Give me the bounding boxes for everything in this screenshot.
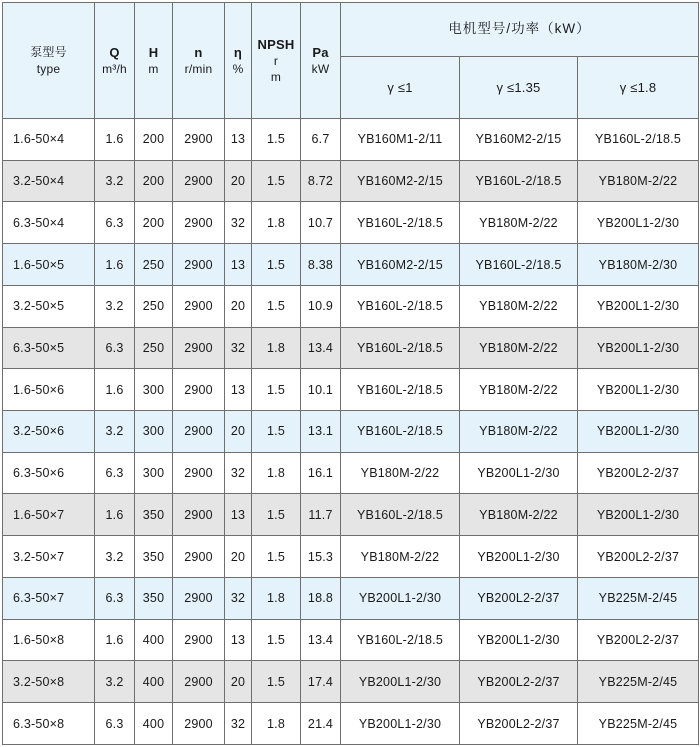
cell-motor-3: YB200L2-2/37 xyxy=(578,619,699,661)
cell-power: 13.1 xyxy=(301,411,341,453)
cell-speed: 2900 xyxy=(173,285,225,327)
cell-model: 3.2-50×4 xyxy=(3,160,95,202)
cell-speed: 2900 xyxy=(173,244,225,286)
header-speed-unit: r/min xyxy=(184,62,213,77)
cell-npsh: 1.5 xyxy=(252,160,301,202)
cell-model: 3.2-50×7 xyxy=(3,536,95,578)
cell-flow: 3.2 xyxy=(95,661,135,703)
cell-speed: 2900 xyxy=(173,536,225,578)
cell-efficiency: 32 xyxy=(225,577,252,619)
cell-flow: 6.3 xyxy=(95,577,135,619)
cell-head: 250 xyxy=(135,285,173,327)
table-row xyxy=(3,577,699,619)
header-speed xyxy=(173,3,225,119)
cell-power: 17.4 xyxy=(301,661,341,703)
header-motor-group: 电机型号/功率（kW） xyxy=(341,3,699,57)
cell-power: 10.9 xyxy=(301,285,341,327)
cell-motor-3: YB225M-2/45 xyxy=(578,703,699,745)
table-row xyxy=(3,494,699,536)
cell-motor-1: YB160L-2/18.5 xyxy=(341,494,460,536)
cell-model: 6.3-50×6 xyxy=(3,452,95,494)
table-row xyxy=(3,285,699,327)
cell-motor-2: YB180M-2/22 xyxy=(460,327,578,369)
cell-speed: 2900 xyxy=(173,452,225,494)
cell-power: 21.4 xyxy=(301,703,341,745)
cell-speed: 2900 xyxy=(173,327,225,369)
cell-motor-3: YB200L2-2/37 xyxy=(578,452,699,494)
cell-head: 350 xyxy=(135,577,173,619)
cell-flow: 6.3 xyxy=(95,327,135,369)
header-npsh-symbol: NPSH xyxy=(257,36,295,52)
cell-motor-2: YB160L-2/18.5 xyxy=(460,160,578,202)
table-row xyxy=(3,244,699,286)
header-motor-sub-3: γ ≤1.8 xyxy=(578,57,699,119)
cell-speed: 2900 xyxy=(173,411,225,453)
table-row xyxy=(3,327,699,369)
cell-head: 300 xyxy=(135,452,173,494)
header-npsh xyxy=(252,3,301,119)
cell-head: 300 xyxy=(135,411,173,453)
cell-npsh: 1.8 xyxy=(252,577,301,619)
cell-efficiency: 32 xyxy=(225,327,252,369)
cell-efficiency: 20 xyxy=(225,661,252,703)
cell-model: 1.6-50×4 xyxy=(3,119,95,161)
cell-motor-1: YB180M-2/22 xyxy=(341,536,460,578)
cell-model: 1.6-50×8 xyxy=(3,619,95,661)
cell-flow: 1.6 xyxy=(95,369,135,411)
cell-motor-1: YB160M2-2/15 xyxy=(341,160,460,202)
cell-motor-1: YB180M-2/22 xyxy=(341,452,460,494)
header-efficiency-symbol: η xyxy=(233,44,243,60)
cell-motor-2: YB180M-2/22 xyxy=(460,494,578,536)
cell-model: 6.3-50×8 xyxy=(3,703,95,745)
cell-motor-3: YB225M-2/45 xyxy=(578,577,699,619)
cell-npsh: 1.8 xyxy=(252,452,301,494)
header-npsh-sub: r xyxy=(273,54,279,69)
cell-efficiency: 32 xyxy=(225,452,252,494)
cell-motor-1: YB160M1-2/11 xyxy=(341,119,460,161)
cell-head: 400 xyxy=(135,619,173,661)
cell-flow: 3.2 xyxy=(95,285,135,327)
cell-flow: 3.2 xyxy=(95,411,135,453)
cell-motor-2: YB160L-2/18.5 xyxy=(460,244,578,286)
cell-speed: 2900 xyxy=(173,160,225,202)
header-model-en: type xyxy=(36,61,61,76)
cell-npsh: 1.5 xyxy=(252,244,301,286)
cell-power: 15.3 xyxy=(301,536,341,578)
cell-model: 6.3-50×5 xyxy=(3,327,95,369)
table-row xyxy=(3,536,699,578)
cell-flow: 1.6 xyxy=(95,244,135,286)
cell-flow: 1.6 xyxy=(95,619,135,661)
cell-motor-2: YB200L2-2/37 xyxy=(460,577,578,619)
pump-spec-table xyxy=(2,2,699,745)
cell-motor-2: YB200L1-2/30 xyxy=(460,536,578,578)
cell-motor-3: YB200L1-2/30 xyxy=(578,369,699,411)
cell-efficiency: 13 xyxy=(225,244,252,286)
cell-flow: 1.6 xyxy=(95,119,135,161)
cell-npsh: 1.5 xyxy=(252,536,301,578)
cell-speed: 2900 xyxy=(173,661,225,703)
cell-motor-2: YB200L1-2/30 xyxy=(460,619,578,661)
cell-motor-3: YB180M-2/30 xyxy=(578,244,699,286)
cell-speed: 2900 xyxy=(173,703,225,745)
cell-efficiency: 20 xyxy=(225,285,252,327)
cell-head: 250 xyxy=(135,244,173,286)
cell-head: 350 xyxy=(135,536,173,578)
cell-speed: 2900 xyxy=(173,619,225,661)
cell-head: 350 xyxy=(135,494,173,536)
cell-motor-3: YB200L1-2/30 xyxy=(578,327,699,369)
cell-speed: 2900 xyxy=(173,494,225,536)
cell-power: 10.7 xyxy=(301,202,341,244)
header-motor-sub-2: γ ≤1.35 xyxy=(460,57,578,119)
cell-motor-3: YB200L1-2/30 xyxy=(578,494,699,536)
cell-motor-3: YB200L2-2/37 xyxy=(578,536,699,578)
cell-motor-2: YB180M-2/22 xyxy=(460,202,578,244)
cell-motor-3: YB200L1-2/30 xyxy=(578,285,699,327)
cell-motor-1: YB200L1-2/30 xyxy=(341,577,460,619)
cell-motor-1: YB160L-2/18.5 xyxy=(341,369,460,411)
header-flow-symbol: Q xyxy=(109,44,120,60)
header-power xyxy=(301,3,341,119)
cell-efficiency: 13 xyxy=(225,619,252,661)
table-row xyxy=(3,369,699,411)
table-row xyxy=(3,411,699,453)
cell-flow: 3.2 xyxy=(95,160,135,202)
cell-model: 6.3-50×4 xyxy=(3,202,95,244)
cell-efficiency: 32 xyxy=(225,703,252,745)
cell-speed: 2900 xyxy=(173,119,225,161)
table-row xyxy=(3,119,699,161)
cell-motor-1: YB160L-2/18.5 xyxy=(341,202,460,244)
cell-motor-2: YB160M2-2/15 xyxy=(460,119,578,161)
header-motor-sub-1: γ ≤1 xyxy=(341,57,460,119)
cell-efficiency: 20 xyxy=(225,536,252,578)
cell-npsh: 1.8 xyxy=(252,327,301,369)
cell-npsh: 1.8 xyxy=(252,202,301,244)
cell-npsh: 1.5 xyxy=(252,494,301,536)
table-row xyxy=(3,703,699,745)
header-npsh-unit: m xyxy=(270,70,282,85)
cell-motor-2: YB200L2-2/37 xyxy=(460,703,578,745)
cell-efficiency: 13 xyxy=(225,369,252,411)
header-power-unit: kW xyxy=(311,62,330,77)
cell-motor-2: YB200L1-2/30 xyxy=(460,452,578,494)
header-flow xyxy=(95,3,135,119)
cell-head: 400 xyxy=(135,703,173,745)
cell-speed: 2900 xyxy=(173,202,225,244)
cell-npsh: 1.5 xyxy=(252,619,301,661)
cell-npsh: 1.8 xyxy=(252,703,301,745)
cell-efficiency: 32 xyxy=(225,202,252,244)
cell-model: 3.2-50×5 xyxy=(3,285,95,327)
cell-flow: 1.6 xyxy=(95,494,135,536)
table-row xyxy=(3,202,699,244)
cell-model: 1.6-50×6 xyxy=(3,369,95,411)
cell-npsh: 1.5 xyxy=(252,661,301,703)
header-efficiency-unit: % xyxy=(232,62,244,77)
cell-motor-1: YB160M2-2/15 xyxy=(341,244,460,286)
header-efficiency xyxy=(225,3,252,119)
cell-speed: 2900 xyxy=(173,369,225,411)
cell-npsh: 1.5 xyxy=(252,119,301,161)
cell-motor-3: YB225M-2/45 xyxy=(578,661,699,703)
cell-head: 400 xyxy=(135,661,173,703)
cell-motor-3: YB160L-2/18.5 xyxy=(578,119,699,161)
cell-power: 13.4 xyxy=(301,327,341,369)
cell-head: 300 xyxy=(135,369,173,411)
header-head xyxy=(135,3,173,119)
cell-flow: 3.2 xyxy=(95,536,135,578)
cell-power: 16.1 xyxy=(301,452,341,494)
cell-head: 200 xyxy=(135,202,173,244)
cell-model: 1.6-50×7 xyxy=(3,494,95,536)
header-power-symbol: Pa xyxy=(312,44,329,60)
cell-model: 6.3-50×7 xyxy=(3,577,95,619)
cell-motor-1: YB160L-2/18.5 xyxy=(341,411,460,453)
cell-motor-3: YB200L1-2/30 xyxy=(578,202,699,244)
cell-power: 8.72 xyxy=(301,160,341,202)
cell-motor-1: YB160L-2/18.5 xyxy=(341,285,460,327)
cell-model: 1.6-50×5 xyxy=(3,244,95,286)
cell-motor-3: YB180M-2/22 xyxy=(578,160,699,202)
header-speed-symbol: n xyxy=(194,44,203,60)
cell-power: 11.7 xyxy=(301,494,341,536)
cell-power: 10.1 xyxy=(301,369,341,411)
cell-motor-3: YB200L1-2/30 xyxy=(578,411,699,453)
cell-efficiency: 20 xyxy=(225,411,252,453)
cell-efficiency: 13 xyxy=(225,119,252,161)
cell-motor-2: YB180M-2/22 xyxy=(460,369,578,411)
header-head-unit: m xyxy=(148,62,159,77)
cell-motor-1: YB160L-2/18.5 xyxy=(341,327,460,369)
cell-npsh: 1.5 xyxy=(252,285,301,327)
cell-motor-1: YB160L-2/18.5 xyxy=(341,619,460,661)
cell-motor-1: YB200L1-2/30 xyxy=(341,703,460,745)
cell-efficiency: 20 xyxy=(225,160,252,202)
header-model xyxy=(3,3,95,119)
cell-npsh: 1.5 xyxy=(252,411,301,453)
header-head-symbol: H xyxy=(148,44,159,60)
cell-power: 8.38 xyxy=(301,244,341,286)
cell-motor-1: YB200L1-2/30 xyxy=(341,661,460,703)
cell-npsh: 1.5 xyxy=(252,369,301,411)
header-flow-unit: m³/h xyxy=(102,62,127,77)
cell-power: 13.4 xyxy=(301,619,341,661)
table-header xyxy=(3,3,699,119)
cell-power: 18.8 xyxy=(301,577,341,619)
table-row xyxy=(3,452,699,494)
cell-power: 6.7 xyxy=(301,119,341,161)
table-row xyxy=(3,661,699,703)
table-row xyxy=(3,160,699,202)
cell-motor-2: YB180M-2/22 xyxy=(460,411,578,453)
table-row xyxy=(3,619,699,661)
cell-motor-2: YB180M-2/22 xyxy=(460,285,578,327)
cell-model: 3.2-50×6 xyxy=(3,411,95,453)
cell-head: 200 xyxy=(135,119,173,161)
cell-speed: 2900 xyxy=(173,577,225,619)
cell-efficiency: 13 xyxy=(225,494,252,536)
cell-head: 200 xyxy=(135,160,173,202)
cell-motor-2: YB200L2-2/37 xyxy=(460,661,578,703)
cell-head: 250 xyxy=(135,327,173,369)
cell-flow: 6.3 xyxy=(95,202,135,244)
cell-flow: 6.3 xyxy=(95,452,135,494)
cell-model: 3.2-50×8 xyxy=(3,661,95,703)
table-body xyxy=(3,119,699,745)
header-model-zh: 泵型号 xyxy=(30,45,67,60)
cell-flow: 6.3 xyxy=(95,703,135,745)
